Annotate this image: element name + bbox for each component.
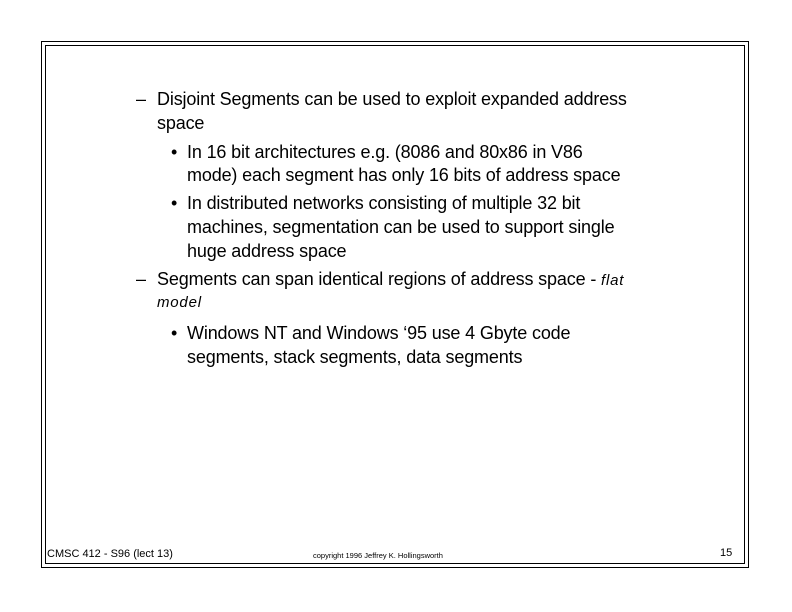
item-3-line-2: machines, segmentation can be used to support single	[187, 217, 615, 237]
dash-marker: –	[136, 269, 147, 289]
item-3-line-3: huge address space	[187, 241, 347, 261]
item-3-line-1: In distributed networks consisting of multiple 32 bit	[187, 193, 581, 213]
item-5-line-1: Windows NT and Windows ‘95 use 4 Gbyte code	[187, 323, 571, 343]
item-5-line-2: segments, stack segments, data segments	[187, 347, 523, 367]
item-2-line-1: In 16 bit architectures e.g. (8086 and 80x86 in V86	[187, 142, 583, 162]
item-1-line-2: space	[157, 113, 205, 133]
item-4-text: Segments can span identical regions of address space -	[157, 269, 602, 289]
footer-course: CMSC 412 - S96 (lect 13)	[47, 548, 173, 560]
item-4-italic-model: model	[157, 294, 202, 311]
bullet-marker: •	[171, 323, 178, 343]
footer-copyright: copyright 1996 Jeffrey K. Hollingsworth	[313, 551, 443, 560]
item-1-line-1: Disjoint Segments can be used to exploit expanded address	[157, 89, 627, 109]
slide-border-inner	[45, 45, 745, 564]
item-4-line-1	[157, 268, 624, 292]
item-4-italic-flat: flat	[601, 272, 625, 289]
page-number: 15	[720, 547, 733, 559]
dash-marker: –	[136, 89, 147, 109]
bullet-marker: •	[171, 193, 178, 213]
bullet-marker: •	[171, 142, 178, 162]
item-2-line-2: mode) each segment has only 16 bits of address space	[187, 165, 621, 185]
